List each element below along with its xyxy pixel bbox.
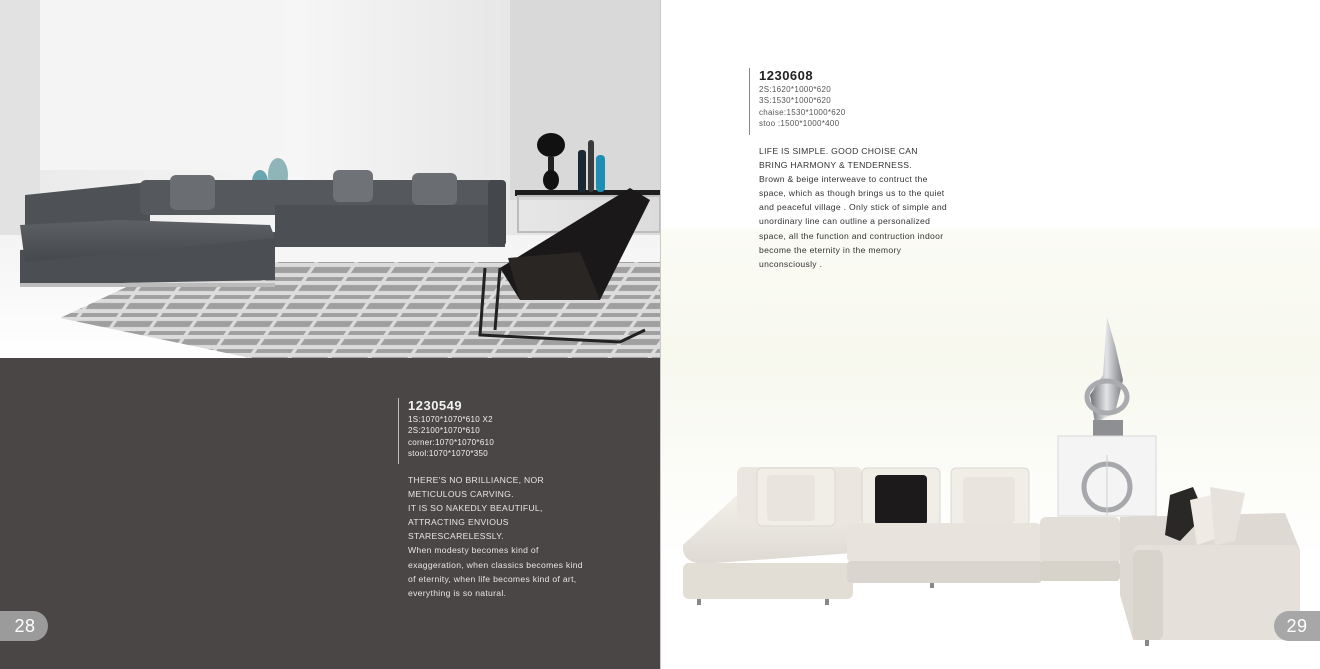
description-line: When modesty becomes kind of bbox=[408, 545, 539, 556]
description-line: IT IS SO NAKEDLY BEAUTIFUL, bbox=[408, 503, 543, 514]
product-description bbox=[759, 144, 959, 271]
description-line: THERE'S NO BRILLIANCE, NOR bbox=[408, 475, 544, 485]
description-line: and peaceful village . Only stick of simple and bbox=[759, 202, 947, 213]
description-line: BRING HARMONY & TENDERNESS. bbox=[759, 160, 912, 171]
description-line: unordinary line can outline a personalized bbox=[759, 216, 931, 227]
spec-line: 2S:2100*1070*610 bbox=[408, 426, 480, 436]
spec-line: corner:1070*1070*610 bbox=[408, 437, 495, 447]
product-code: 1230608 bbox=[759, 68, 814, 83]
spec-line: chaise:1530*1000*620 bbox=[759, 107, 846, 117]
spec-line: stool:1070*1070*350 bbox=[408, 448, 488, 458]
page-number: 29 bbox=[1274, 611, 1320, 641]
description-line: become the eternity in the memory bbox=[759, 244, 902, 255]
product-spec-1230549 bbox=[398, 398, 494, 459]
spec-divider bbox=[398, 398, 399, 464]
grey-sectional-sofa-photo bbox=[0, 0, 660, 358]
description-line: everything is so natural. bbox=[408, 587, 507, 598]
spec-line: 2S:1620*1000*620 bbox=[759, 85, 831, 94]
product-spec-1230608 bbox=[749, 68, 846, 129]
description-line: ATTRACTING ENVIOUS bbox=[408, 517, 509, 528]
description-line: exaggeration, when classics becomes kind bbox=[408, 559, 583, 570]
description-line: of eternity, when life becomes kind of art, bbox=[408, 573, 577, 584]
description-line: STARESCARELESSLY. bbox=[408, 531, 504, 542]
spec-line: stoo :1500*1000*400 bbox=[759, 118, 840, 128]
cream-sectional-sofa-photo bbox=[675, 305, 1315, 650]
spec-line: 3S:1530*1000*620 bbox=[759, 96, 831, 106]
description-line: LIFE IS SIMPLE. GOOD CHOISE CAN bbox=[759, 146, 918, 156]
product-description bbox=[408, 473, 598, 600]
description-line: METICULOUS CARVING. bbox=[408, 489, 514, 500]
description-line: unconsciously . bbox=[759, 258, 823, 269]
description-line: Brown & beige interweave to contruct the bbox=[759, 174, 928, 185]
spec-divider bbox=[749, 68, 750, 135]
spec-line: 1S:1070*1070*610 X2 bbox=[408, 415, 493, 424]
description-line: space, all the function and contruction indoor bbox=[759, 230, 944, 241]
page-number: 28 bbox=[0, 611, 48, 641]
description-line: space, which as though brings us to the quiet bbox=[759, 188, 945, 199]
product-code: 1230549 bbox=[408, 398, 463, 413]
